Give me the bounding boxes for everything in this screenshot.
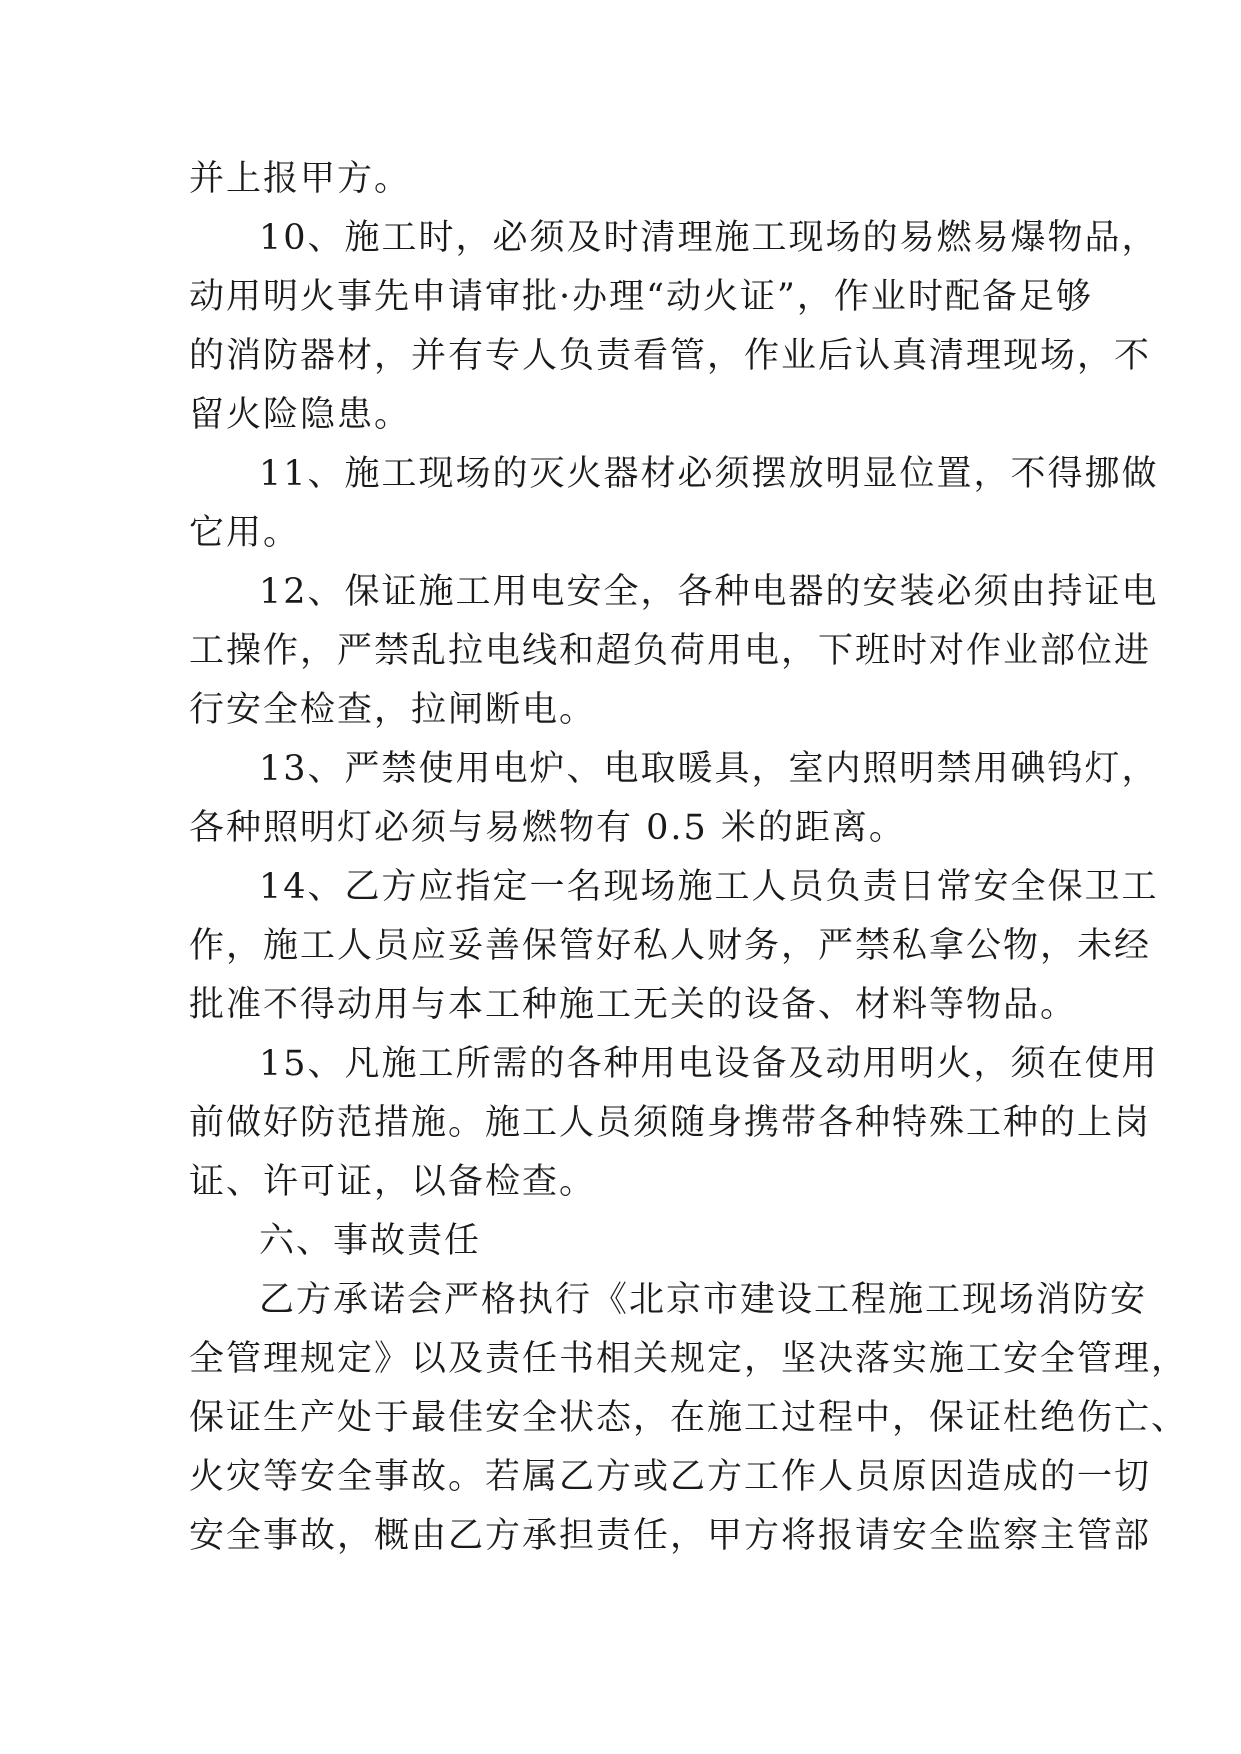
text-line: 11、施工现场的灭火器材必须摆放明显位置，不得挪做 [259, 454, 1159, 494]
text-line: 15、凡施工所需的各种用电设备及动用明火，须在使用 [259, 1044, 1159, 1084]
text-line: 火灾等安全事故。若属乙方或乙方工作人员原因造成的一切 [189, 1457, 1152, 1497]
clause-15 [189, 1035, 1159, 1212]
text-line: 证、许可证，以备检查。 [189, 1162, 597, 1202]
section-heading-accident-liability [189, 1212, 1069, 1271]
text-line: 14、乙方应指定一名现场施工人员负责日常安全保卫工 [259, 867, 1159, 907]
text-line: 12、保证施工用电安全，各种电器的安装必须由持证电 [259, 572, 1159, 612]
text-line: 行安全检查，拉闸断电。 [189, 690, 597, 730]
text-line: 10、施工时，必须及时清理施工现场的易燃易爆物品， [259, 218, 1159, 258]
text-line: 留火险隐患。 [189, 395, 412, 435]
text-line: 它用。 [189, 513, 301, 553]
heading-line: 六、事故责任 [259, 1221, 482, 1261]
text-line: 批准不得动用与本工种施工无关的设备、材料等物品。 [189, 985, 1078, 1025]
text-line: 保证生产处于最佳安全状态，在施工过程中，保证杜绝伤亡、 [189, 1398, 1189, 1438]
clause-10 [189, 209, 1159, 445]
text-line: 作，施工人员应妥善保管好私人财务，严禁私拿公物，未经 [189, 926, 1152, 966]
paragraph-continuation [189, 150, 1069, 209]
clause-13 [189, 740, 1159, 858]
text-line: 动用明火事先申请审批·办理“动火证”，作业时配备足够 [189, 277, 1093, 317]
clause-14 [189, 858, 1159, 1035]
text-line: 乙方承诺会严格执行《北京市建设工程施工现场消防安 [259, 1280, 1148, 1320]
text-line: 各种照明灯必须与易燃物有 0.5 米的距离。 [189, 808, 906, 848]
clause-11 [189, 445, 1159, 563]
text-line: 工操作，严禁乱拉电线和超负荷用电，下班时对作业部位进 [189, 631, 1152, 671]
text-line: 安全事故，概由乙方承担责任，甲方将报请安全监察主管部 [189, 1516, 1152, 1556]
text-line: 并上报甲方。 [189, 159, 412, 199]
section-body-accident-liability [189, 1271, 1189, 1566]
text-line: 前做好防范措施。施工人员须随身携带各种特殊工种的上岗 [189, 1103, 1152, 1143]
clause-12 [189, 563, 1159, 740]
document-body [189, 150, 1189, 1566]
text-line: 的消防器材，并有专人负责看管，作业后认真清理现场，不 [189, 336, 1152, 376]
text-line: 13、严禁使用电炉、电取暖具，室内照明禁用碘钨灯， [259, 749, 1159, 789]
text-line: 全管理规定》以及责任书相关规定，坚决落实施工安全管理， [189, 1339, 1189, 1379]
